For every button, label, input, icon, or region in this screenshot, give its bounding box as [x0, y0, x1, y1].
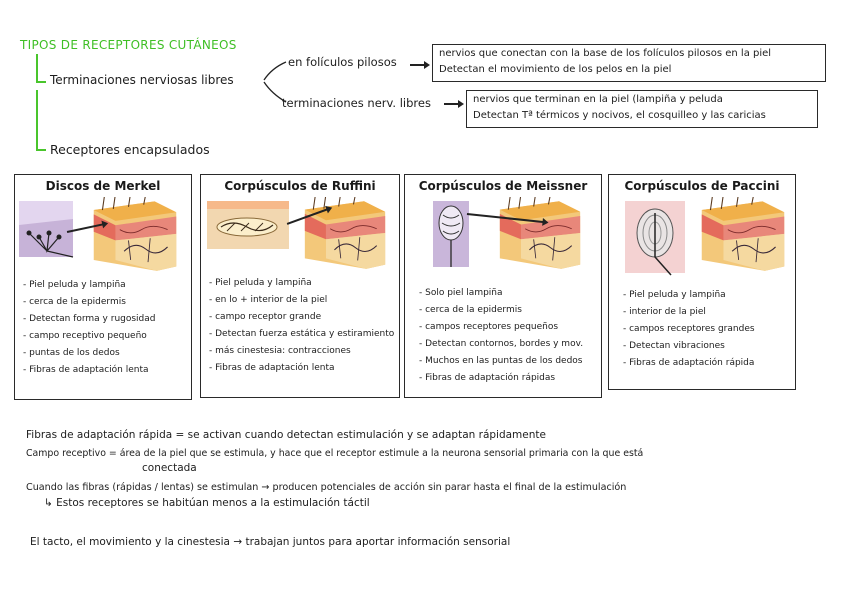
arrow-terminaciones: [444, 103, 462, 105]
receptor-features: [623, 287, 755, 372]
receptor-features: [209, 275, 394, 377]
receptor-title: Corpúsculos de Paccini: [624, 179, 780, 193]
receptor-title: Corpúsculos de Ruffini: [224, 179, 376, 193]
feature-item: - Fibras de adaptación lenta: [209, 360, 394, 377]
feature-item: - Fibras de adaptación rápida: [623, 355, 755, 372]
feature-item: - interior de la piel: [623, 304, 755, 321]
feature-item: - Detectan fuerza estática y estiramiento: [209, 326, 394, 343]
note-habituan: ↳ Estos receptores se habitúan menos a la estimulación táctil: [44, 497, 370, 509]
branch-libres: Terminaciones nerviosas libres: [50, 73, 234, 87]
feature-item: - campos receptores pequeños: [419, 319, 583, 336]
skin-illustration: [297, 197, 393, 271]
desc-line: nervios que conectan con la base de los folículos pilosos en la piel: [439, 48, 772, 59]
desc-line: nervios que terminan en la piel (lampiña y peluda: [473, 94, 723, 105]
tree-connector-libres: [36, 81, 46, 83]
receptor-features: [23, 277, 156, 379]
skin-illustration: [85, 197, 185, 273]
receptor-card-ruffini: [200, 174, 400, 398]
desc-box-terminaciones: [466, 90, 818, 128]
receptor-title: Discos de Merkel: [45, 179, 161, 193]
feature-item: - cerca de la epidermis: [23, 294, 156, 311]
note-campo-receptivo: Campo receptivo = área de la piel que se estimula, y hace que el receptor estimule a la neurona sensorial primaria con la que está: [26, 448, 644, 459]
ruffini-illustration: [207, 201, 291, 251]
feature-item: - Piel peluda y lampiña: [23, 277, 156, 294]
feature-item: - campo receptivo pequeño: [23, 328, 156, 345]
feature-item: - Fibras de adaptación lenta: [23, 362, 156, 379]
note-fibras-estimulan: Cuando las fibras (rápidas / lentas) se estimulan → producen potenciales de acción sin parar hasta el final de la estimulación: [26, 482, 627, 493]
sub-branch-foliculos: en folículos pilosos: [288, 55, 397, 69]
desc-line: Detectan Tª térmicos y nocivos, el cosquilleo y las caricias: [473, 110, 766, 121]
feature-item: - cerca de la epidermis: [419, 302, 583, 319]
feature-item: - Muchos en las puntas de los dedos: [419, 353, 583, 370]
branch-encapsuladas: Receptores encapsulados: [50, 142, 210, 157]
desc-line: Detectan el movimiento de los pelos en la piel: [439, 64, 672, 75]
feature-item: - Piel peluda y lampiña: [623, 287, 755, 304]
receptor-card-merkel: [14, 174, 192, 400]
tree-connector-encapsuladas: [36, 149, 46, 151]
page-title: TIPOS DE RECEPTORES CUTÁNEOS: [20, 38, 237, 52]
feature-item: - Fibras de adaptación rápidas: [419, 370, 583, 387]
feature-item: - puntas de los dedos: [23, 345, 156, 362]
receptor-features: [419, 285, 583, 387]
note-adaptacion-rapida: Fibras de adaptación rápida = se activan cuando detectan estimulación y se adaptan rápidamente: [26, 429, 546, 441]
feature-item: - en lo + interior de la piel: [209, 292, 394, 309]
receptor-card-paccini: [608, 174, 796, 390]
note-tacto: El tacto, el movimiento y la cinestesia → trabajan juntos para aportar información sensorial: [30, 536, 511, 548]
meissner-illustration: [433, 201, 473, 269]
desc-box-foliculos: [432, 44, 826, 82]
skin-illustration: [695, 197, 791, 273]
feature-item: - Detectan forma y rugosidad: [23, 311, 156, 328]
receptor-title: Corpúsculos de Meissner: [418, 179, 588, 193]
feature-item: - Detectan contornos, bordes y mov.: [419, 336, 583, 353]
tree-connector-main: [36, 54, 38, 82]
feature-item: - campo receptor grande: [209, 309, 394, 326]
note-campo-receptivo-cont: conectada: [142, 462, 197, 474]
receptor-card-meissner: [404, 174, 602, 398]
feature-item: - campos receptores grandes: [623, 321, 755, 338]
sub-branch-terminaciones: terminaciones nerv. libres: [282, 96, 431, 110]
feature-item: - más cinestesia: contracciones: [209, 343, 394, 360]
feature-item: - Solo piel lampiña: [419, 285, 583, 302]
skin-illustration: [489, 197, 591, 271]
arrow-foliculos: [410, 64, 428, 66]
feature-item: - Detectan vibraciones: [623, 338, 755, 355]
tree-connector-lower: [36, 90, 38, 150]
feature-item: - Piel peluda y lampiña: [209, 275, 394, 292]
paccini-illustration: [625, 201, 685, 277]
